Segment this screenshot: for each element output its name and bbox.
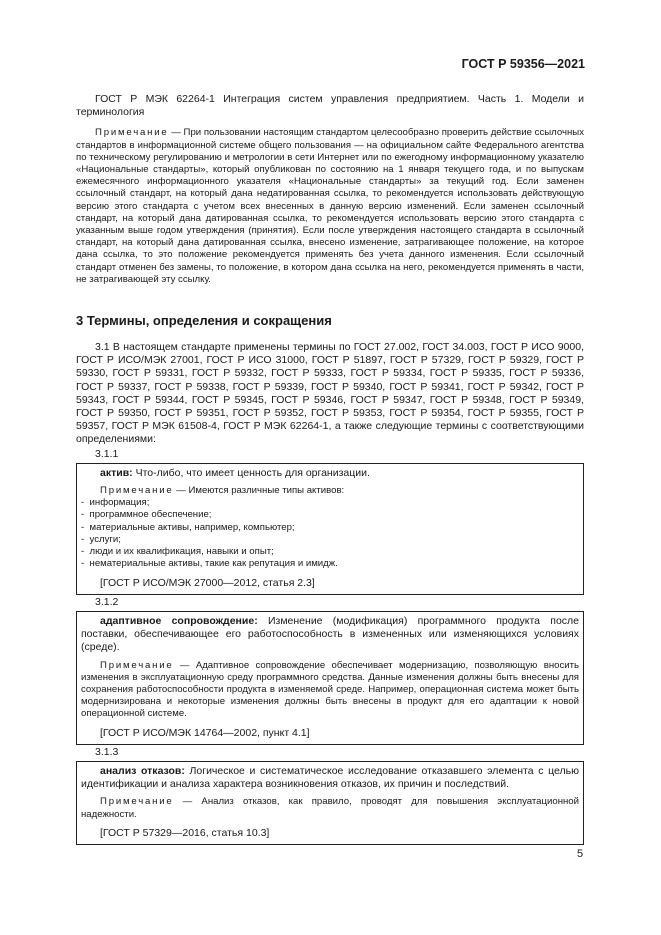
reference-note-text: — При пользовании настоящим стандартом целесообразно проверить действие ссылочных стандартов в информационной системе общего пользования — на официальном сайте Федерального агентства по техническому регулированию и метрологии в сети Интернет или по ежегодному информационному указателю «Национальные стандарты», который опубликован по состоянию на 1 января текущего года, и по выпускам ежемесячного информационного указателя «Национальные стандарты» за текущий год. Если заменен ссылочный стандарт, на который дана недатированная ссылка, то рекомендуется использовать действующую версию этого стандарта с учетом всех внесенных в данную версию изменений. Если заменен ссылочный стандарт, на который дана датированная ссылка, то рекомендуется использовать версию этого стандарта с указанным выше годом утверждения (принятия). Если после утверждения настоящего стандарта в ссылочный стандарт, на который дана датированная ссылка, внесено изменение, затрагивающее положение, на которое дана ссылка, то это положение рекомендуется применять без учета данного изменения. Если ссылочный стандарт отменен без замены, то положение, в котором дана ссылка на него, рекомендуется применять в части, не затрагивающей эту ссылку. (76, 127, 584, 285)
term-name: актив: (100, 466, 133, 479)
section-title: 3 Термины, определения и сокращения (76, 313, 332, 329)
note-label: Примечание (100, 796, 174, 808)
term-box-failure-analysis (76, 761, 584, 845)
document-code-header: ГОСТ Р 59356—2021 (461, 57, 585, 71)
clause-number: 3.1.2 (95, 595, 119, 608)
page-number: 5 (577, 848, 584, 860)
definition-text: Что-либо, что имеет ценность для организации. (132, 466, 370, 479)
term-note (81, 660, 579, 721)
term-note (81, 485, 579, 497)
list-item: - люди и их квалификация, навыки и опыт; (81, 546, 579, 558)
page-content (76, 93, 584, 845)
reference-note (76, 127, 584, 286)
definition-text: Логическое и систематическое исследование отказавшего элемента с целью идентификации и анализа характера возникновения отказов, их причин и последствий. (81, 764, 579, 791)
term-definition (81, 765, 579, 791)
list-item: - услуги; (81, 534, 579, 546)
definition-text: Изменение (модификация) программного продукта после поставки, обеспечивающее его работоспособность в измененных или изменяющихся условиях (среде). (81, 614, 579, 654)
clause-number: 3.1.1 (95, 447, 119, 460)
term-box-adaptive-maintenance (76, 611, 584, 745)
clause-number: 3.1.3 (95, 745, 119, 758)
term-definition (81, 467, 579, 480)
reference-entry: ГОСТ Р МЭК 62264-1 Интеграция систем управления предприятием. Часть 1. Модели и терминология (76, 93, 584, 119)
asset-type-list (81, 497, 579, 570)
note-text: — Адаптивное сопровождение обеспечивает модернизацию, позволяющую вносить изменения в эксплуатационную среду программного средства. Данные изменения должны быть внесены для сохранения работоспособности продукта в изменяемой среде. Например, операционная система может быть модернизирована и некоторые изменения должны быть внесены в продукт для его адаптации к новой операционной системе. (81, 659, 579, 720)
term-box-aktiv (76, 463, 584, 595)
list-item: - нематериальные активы, такие как репутация и имидж. (81, 558, 579, 570)
section-intro: 3.1 В настоящем стандарте применены термины по ГОСТ 27.002, ГОСТ 34.003, ГОСТ Р ИСО 9000, ГОСТ Р ИСО/МЭК 27001, ГОСТ Р ИСО 31000, ГОСТ Р 51897, ГОСТ Р 57329, ГОСТ Р 59329, ГОСТ Р 59330, ГОСТ Р 59331, ГОСТ Р 59332, ГОСТ Р 59333, ГОСТ Р 59334, ГОСТ Р 59335, ГОСТ Р 59336, ГОСТ Р 59337, ГОСТ Р 59338, ГОСТ Р 59339, ГОСТ Р 59340, ГОСТ Р 59341, ГОСТ Р 59342, ГОСТ Р 59343, ГОСТ Р 59344, ГОСТ Р 59345, ГОСТ Р 59346, ГОСТ Р 59347, ГОСТ Р 59348, ГОСТ Р 59349, ГОСТ Р 59350, ГОСТ Р 59351, ГОСТ Р 59352, ГОСТ Р 59353, ГОСТ Р 59354, ГОСТ Р 59355, ГОСТ Р 59357, ГОСТ Р МЭК 61508-4, ГОСТ Р МЭК 62264-1, а также следующие термины с соответствующими определениями: (76, 341, 584, 446)
list-item: - программное обеспечение; (81, 509, 579, 521)
list-item: - информация; (81, 497, 579, 509)
term-name: адаптивное сопровождение: (100, 614, 258, 627)
note-text: — Имеются различные типы активов: (173, 485, 345, 497)
term-source: [ГОСТ Р ИСО/МЭК 27000—2012, статья 2.3] (100, 576, 315, 589)
term-source: [ГОСТ Р 57329—2016, статья 10.3] (100, 826, 270, 839)
term-note (81, 796, 579, 820)
list-item: - материальные активы, например, компьютер; (81, 522, 579, 534)
note-label: Примечание (95, 127, 169, 139)
term-definition (81, 615, 579, 655)
note-label: Примечание (100, 659, 174, 671)
term-name: анализ отказов: (100, 764, 185, 777)
note-text: — Анализ отказов, как правило, проводят для повышения эксплуатационной надежности. (81, 796, 579, 820)
term-source: [ГОСТ Р ИСО/МЭК 14764—2002, пункт 4.1] (100, 726, 310, 739)
note-label: Примечание (100, 485, 174, 497)
